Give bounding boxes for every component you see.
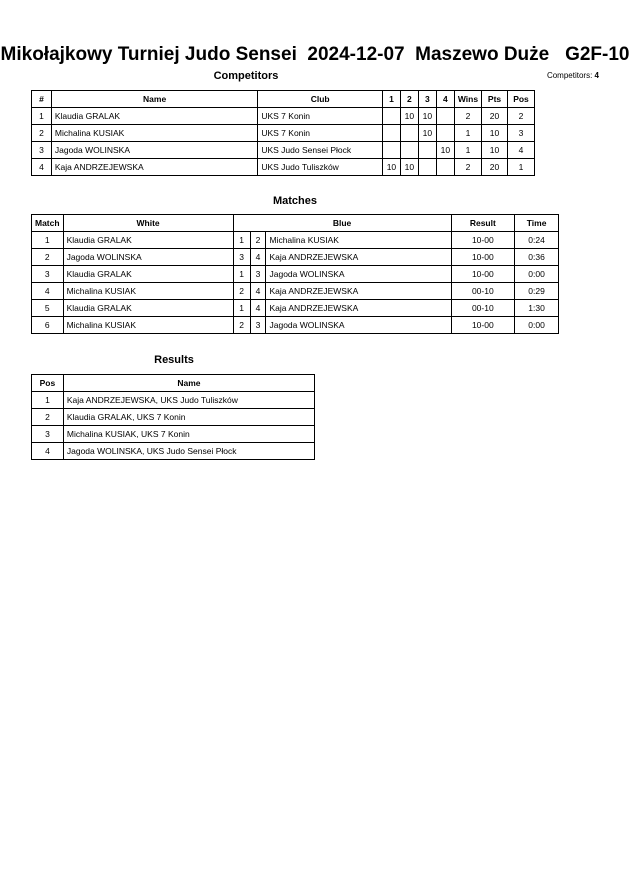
col-time: Time bbox=[515, 215, 559, 232]
cell-white-num: 2 bbox=[233, 317, 250, 334]
matches-header-row bbox=[32, 215, 559, 232]
cell-match-num: 6 bbox=[32, 317, 64, 334]
cell-white-num: 2 bbox=[233, 283, 250, 300]
cell-club: UKS Judo Tuliszków bbox=[258, 159, 383, 176]
cell-pos: 2 bbox=[32, 409, 64, 426]
table-row bbox=[32, 159, 535, 176]
table-row bbox=[32, 426, 315, 443]
cell-blue-num: 3 bbox=[250, 266, 266, 283]
cell-club: UKS 7 Konin bbox=[258, 108, 383, 125]
cell-blue: Kaja ANDRZEJEWSKA bbox=[266, 249, 451, 266]
cell-wins: 1 bbox=[454, 142, 481, 159]
cell-score-1: 10 bbox=[382, 159, 400, 176]
competitors-count-label: Competitors: bbox=[546, 71, 593, 80]
cell-blue: Jagoda WOLINSKA bbox=[266, 266, 451, 283]
col-blue: Blue bbox=[233, 215, 451, 232]
cell-num: 3 bbox=[32, 142, 52, 159]
cell-score-1 bbox=[382, 108, 400, 125]
cell-pts: 20 bbox=[482, 159, 508, 176]
cell-score-2: 10 bbox=[400, 159, 418, 176]
cell-name: Kaja ANDRZEJEWSKA, UKS Judo Tuliszków bbox=[63, 392, 314, 409]
cell-white-num: 1 bbox=[233, 266, 250, 283]
cell-wins: 2 bbox=[454, 108, 481, 125]
col-2: 2 bbox=[400, 91, 418, 108]
cell-white: Klaudia GRALAK bbox=[63, 266, 233, 283]
cell-result: 10-00 bbox=[451, 317, 515, 334]
results-header-row bbox=[32, 375, 315, 392]
cell-pos: 4 bbox=[507, 142, 534, 159]
col-pos: Pos bbox=[32, 375, 64, 392]
cell-score-4 bbox=[436, 125, 454, 142]
cell-pts: 10 bbox=[482, 125, 508, 142]
table-row bbox=[32, 125, 535, 142]
cell-num: 4 bbox=[32, 159, 52, 176]
col-wins: Wins bbox=[454, 91, 481, 108]
cell-white-num: 1 bbox=[233, 232, 250, 249]
cell-result: 00-10 bbox=[451, 300, 515, 317]
cell-score-3: 10 bbox=[418, 125, 436, 142]
col-name: Name bbox=[63, 375, 314, 392]
cell-name: Michalina KUSIAK, UKS 7 Konin bbox=[63, 426, 314, 443]
col-match: Match bbox=[32, 215, 64, 232]
col-1: 1 bbox=[382, 91, 400, 108]
cell-score-1 bbox=[382, 125, 400, 142]
col-white: White bbox=[63, 215, 233, 232]
cell-blue-num: 4 bbox=[250, 283, 266, 300]
cell-score-1 bbox=[382, 142, 400, 159]
cell-club: UKS Judo Sensei Płock bbox=[258, 142, 383, 159]
cell-name: Klaudia GRALAK bbox=[51, 108, 257, 125]
col-name: Name bbox=[51, 91, 257, 108]
table-row bbox=[32, 409, 315, 426]
cell-result: 00-10 bbox=[451, 283, 515, 300]
cell-wins: 1 bbox=[454, 125, 481, 142]
results-table bbox=[31, 374, 315, 460]
cell-white: Michalina KUSIAK bbox=[63, 283, 233, 300]
table-row bbox=[32, 108, 535, 125]
col-3: 3 bbox=[418, 91, 436, 108]
table-row bbox=[32, 232, 559, 249]
table-row bbox=[32, 300, 559, 317]
cell-time: 1:30 bbox=[515, 300, 559, 317]
cell-blue-num: 4 bbox=[250, 249, 266, 266]
competitors-count-value: 4 bbox=[594, 71, 599, 80]
cell-blue: Michalina KUSIAK bbox=[266, 232, 451, 249]
cell-pos: 3 bbox=[507, 125, 534, 142]
col-result: Result bbox=[451, 215, 515, 232]
cell-blue: Kaja ANDRZEJEWSKA bbox=[266, 300, 451, 317]
cell-pts: 10 bbox=[482, 142, 508, 159]
cell-score-4: 10 bbox=[436, 142, 454, 159]
cell-num: 2 bbox=[32, 125, 52, 142]
cell-blue: Kaja ANDRZEJEWSKA bbox=[266, 283, 451, 300]
cell-white: Jagoda WOLINSKA bbox=[63, 249, 233, 266]
competitors-heading: Competitors bbox=[213, 70, 279, 82]
cell-white: Klaudia GRALAK bbox=[63, 300, 233, 317]
table-row bbox=[32, 392, 315, 409]
cell-num: 1 bbox=[32, 108, 52, 125]
cell-score-2: 10 bbox=[400, 108, 418, 125]
page-title: Mikołajkowy Turniej Judo Sensei 2024-12-07 Maszewo Duże G2F-10 bbox=[0, 44, 630, 65]
cell-name: Kaja ANDRZEJEWSKA bbox=[51, 159, 257, 176]
cell-result: 10-00 bbox=[451, 266, 515, 283]
cell-match-num: 2 bbox=[32, 249, 64, 266]
cell-score-3: 10 bbox=[418, 108, 436, 125]
col-pos: Pos bbox=[507, 91, 534, 108]
cell-match-num: 5 bbox=[32, 300, 64, 317]
table-row bbox=[32, 317, 559, 334]
cell-score-3 bbox=[418, 159, 436, 176]
cell-name: Michalina KUSIAK bbox=[51, 125, 257, 142]
col-num: # bbox=[32, 91, 52, 108]
cell-white: Klaudia GRALAK bbox=[63, 232, 233, 249]
cell-match-num: 1 bbox=[32, 232, 64, 249]
cell-score-4 bbox=[436, 108, 454, 125]
cell-pos: 4 bbox=[32, 443, 64, 460]
competitors-count bbox=[547, 71, 599, 80]
cell-wins: 2 bbox=[454, 159, 481, 176]
matches-heading: Matches bbox=[272, 195, 318, 207]
table-row bbox=[32, 249, 559, 266]
col-pts: Pts bbox=[482, 91, 508, 108]
matches-table bbox=[31, 214, 559, 334]
cell-pos: 1 bbox=[32, 392, 64, 409]
col-club: Club bbox=[258, 91, 383, 108]
table-row bbox=[32, 443, 315, 460]
cell-name: Jagoda WOLINSKA, UKS Judo Sensei Płock bbox=[63, 443, 314, 460]
cell-match-num: 3 bbox=[32, 266, 64, 283]
competitors-table bbox=[31, 90, 535, 176]
competitors-header-row bbox=[32, 91, 535, 108]
cell-result: 10-00 bbox=[451, 232, 515, 249]
cell-blue-num: 3 bbox=[250, 317, 266, 334]
cell-name: Klaudia GRALAK, UKS 7 Konin bbox=[63, 409, 314, 426]
table-row bbox=[32, 283, 559, 300]
table-row bbox=[32, 142, 535, 159]
cell-time: 0:24 bbox=[515, 232, 559, 249]
cell-pts: 20 bbox=[482, 108, 508, 125]
cell-match-num: 4 bbox=[32, 283, 64, 300]
cell-name: Jagoda WOLINSKA bbox=[51, 142, 257, 159]
cell-white-num: 1 bbox=[233, 300, 250, 317]
cell-white: Michalina KUSIAK bbox=[63, 317, 233, 334]
cell-result: 10-00 bbox=[451, 249, 515, 266]
cell-score-4 bbox=[436, 159, 454, 176]
cell-score-2 bbox=[400, 125, 418, 142]
cell-score-3 bbox=[418, 142, 436, 159]
cell-blue-num: 2 bbox=[250, 232, 266, 249]
cell-pos: 3 bbox=[32, 426, 64, 443]
cell-time: 0:36 bbox=[515, 249, 559, 266]
cell-time: 0:00 bbox=[515, 317, 559, 334]
col-4: 4 bbox=[436, 91, 454, 108]
table-row bbox=[32, 266, 559, 283]
cell-time: 0:29 bbox=[515, 283, 559, 300]
cell-score-2 bbox=[400, 142, 418, 159]
cell-pos: 1 bbox=[507, 159, 534, 176]
cell-time: 0:00 bbox=[515, 266, 559, 283]
cell-club: UKS 7 Konin bbox=[258, 125, 383, 142]
cell-blue: Jagoda WOLINSKA bbox=[266, 317, 451, 334]
cell-pos: 2 bbox=[507, 108, 534, 125]
cell-white-num: 3 bbox=[233, 249, 250, 266]
cell-blue-num: 4 bbox=[250, 300, 266, 317]
results-heading: Results bbox=[154, 354, 194, 366]
